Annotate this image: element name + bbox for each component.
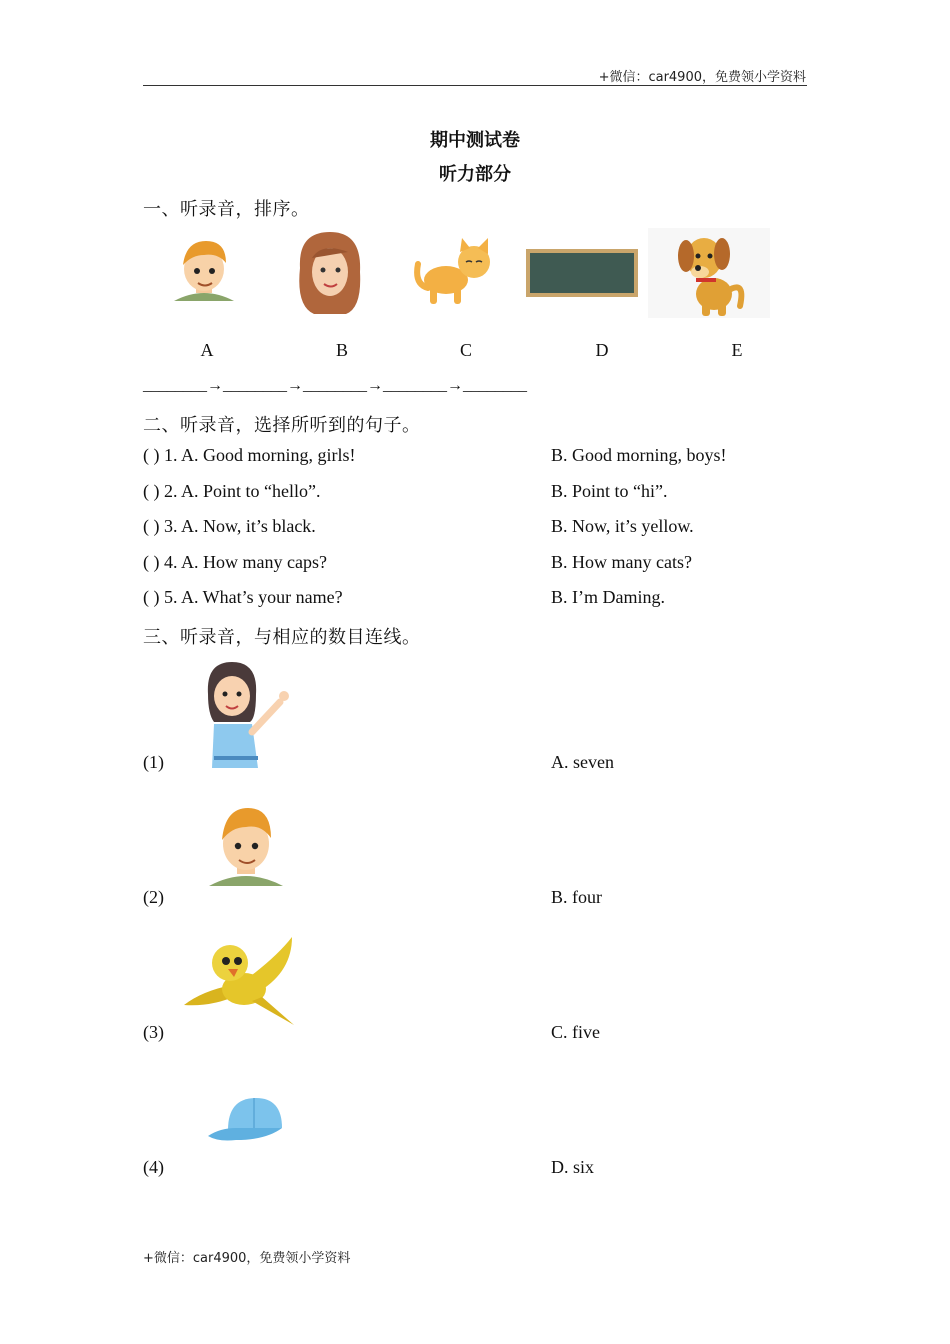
picture-label: B (335, 340, 348, 360)
match-item-number: (3) (143, 1022, 164, 1042)
footer-note: +微信：car4900，免费领小学资料 (143, 1251, 351, 1266)
question-option-b: B. I’m Daming. (551, 587, 665, 607)
boy-face-icon (168, 233, 240, 305)
match-answer: A. seven (551, 752, 614, 772)
section3-heading: 三、听录音，与相应的数目连线。 (143, 627, 421, 648)
picture-label: A (200, 340, 214, 360)
question-option-b: B. Point to “hi”. (551, 481, 668, 501)
bird-icon (182, 935, 302, 1027)
section1-heading: 一、听录音，排序。 (143, 199, 310, 220)
header-divider (143, 85, 807, 86)
header-note: +微信：car4900，免费领小学资料 (598, 70, 806, 85)
picture-label: D (595, 340, 609, 360)
order-answer-blanks[interactable]: ________→________→________→________→________ (143, 377, 527, 394)
picture-label: E (731, 340, 743, 360)
question-option-a: ( ) 3. A. Now, it’s black. (143, 516, 316, 536)
boy-face-icon (205, 800, 287, 888)
page-subtitle: 听力部分 (439, 164, 511, 185)
question-option-a: ( ) 5. A. What’s your name? (143, 587, 343, 607)
question-option-b: B. How many cats? (551, 552, 692, 572)
question-option-b: B. Good morning, boys! (551, 445, 727, 465)
blackboard-icon (525, 248, 639, 298)
match-item-number: (1) (143, 752, 164, 772)
question-option-b: B. Now, it’s yellow. (551, 516, 694, 536)
woman-face-icon (290, 228, 366, 318)
cap-icon (206, 1094, 284, 1144)
match-answer: D. six (551, 1157, 595, 1177)
cat-icon (414, 238, 494, 306)
match-answer: B. four (551, 887, 602, 907)
match-item-number: (2) (143, 887, 164, 907)
page-title: 期中测试卷 (430, 130, 520, 151)
girl-pointing-icon (200, 658, 294, 770)
question-option-a: ( ) 4. A. How many caps? (143, 552, 327, 572)
dog-icon (648, 228, 770, 318)
question-option-a: ( ) 2. A. Point to “hello”. (143, 481, 321, 501)
section2-heading: 二、听录音，选择所听到的句子。 (143, 415, 421, 436)
question-option-a: ( ) 1. A. Good morning, girls! (143, 445, 356, 465)
match-answer: C. five (551, 1022, 600, 1042)
picture-label: C (459, 340, 472, 360)
match-item-number: (4) (143, 1157, 164, 1177)
